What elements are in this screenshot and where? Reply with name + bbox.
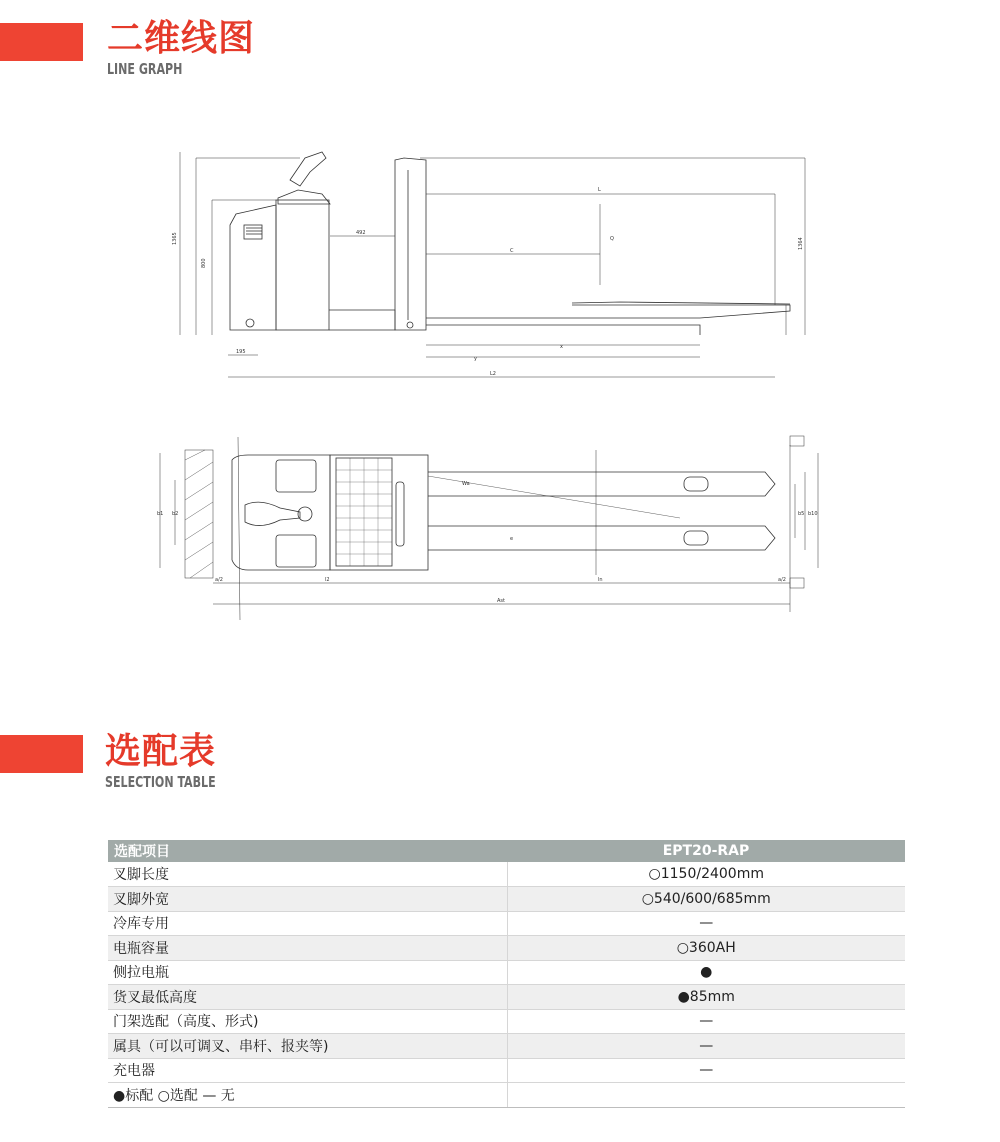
dim-label-b10: b10 <box>808 511 818 517</box>
dim-label-e: e <box>510 536 514 542</box>
dim-label-L: L <box>598 187 601 193</box>
row-value <box>507 1083 905 1108</box>
section-accent-bar <box>0 735 83 773</box>
dim-label-195: 195 <box>236 349 246 355</box>
row-item: 门架选配（高度、形式) <box>108 1009 507 1034</box>
table-row <box>108 911 905 936</box>
dim-label-x: x <box>560 344 563 350</box>
selection-table <box>108 840 905 1108</box>
dim-label-800: 800 <box>201 258 207 268</box>
table-header-row <box>108 840 905 862</box>
section-subtitle-selection-table: SELECTION TABLE <box>105 773 216 791</box>
row-item: 侧拉电瓶 <box>108 960 507 985</box>
table-row <box>108 1034 905 1059</box>
row-item: 叉脚外宽 <box>108 887 507 912</box>
row-value: ○1150/2400mm <box>507 862 905 887</box>
dim-label-y: y <box>474 356 477 362</box>
table-row <box>108 1058 905 1083</box>
side-view-drawing <box>160 140 820 385</box>
table-row <box>108 936 905 961</box>
row-item: 叉脚长度 <box>108 862 507 887</box>
row-value: ●85mm <box>507 985 905 1010</box>
dim-label-1364: 1364 <box>798 237 804 250</box>
row-item: 冷库专用 <box>108 911 507 936</box>
dim-label-b2: b2 <box>172 511 179 517</box>
top-view-drawing <box>150 430 830 625</box>
legend-text: ●标配 ○选配 — 无 <box>108 1083 507 1108</box>
table-row <box>108 1009 905 1034</box>
row-value: — <box>507 911 905 936</box>
table-row <box>108 960 905 985</box>
row-item: 属具（可以可调叉、串杆、报夹等) <box>108 1034 507 1059</box>
header-item: 选配项目 <box>108 840 507 862</box>
dim-label-492: 492 <box>356 230 366 236</box>
dim-label-Wa: Wa <box>462 481 470 487</box>
section-accent-bar <box>0 23 83 61</box>
row-item: 货叉最低高度 <box>108 985 507 1010</box>
row-value: — <box>507 1058 905 1083</box>
dim-label-b5: b5 <box>798 511 805 517</box>
table-row <box>108 985 905 1010</box>
row-value: ● <box>507 960 905 985</box>
row-value: — <box>507 1009 905 1034</box>
table-row <box>108 862 905 887</box>
section-subtitle-line-graph: LINE GRAPH <box>107 60 183 78</box>
row-value: ○360AH <box>507 936 905 961</box>
row-value: ○540/600/685mm <box>507 887 905 912</box>
dim-label-1365: 1365 <box>172 232 178 245</box>
table-row <box>108 887 905 912</box>
section-title-line-graph: 二维线图 <box>107 18 256 59</box>
dim-label-L2: L2 <box>490 371 496 377</box>
row-value: — <box>507 1034 905 1059</box>
dim-label-Q: Q <box>610 236 614 242</box>
row-item: 充电器 <box>108 1058 507 1083</box>
section-title-selection-table: 选配表 <box>105 731 217 772</box>
dim-label-a2-left: a/2 <box>215 577 223 583</box>
row-item: 电瓶容量 <box>108 936 507 961</box>
dim-label-l2: l2 <box>325 577 330 583</box>
dim-label-b1: b1 <box>157 511 164 517</box>
dim-label-ln: ln <box>598 577 603 583</box>
dim-label-a2-right: a/2 <box>778 577 786 583</box>
dim-label-Ast: Ast <box>497 598 505 604</box>
header-model: EPT20-RAP <box>507 840 905 862</box>
dim-label-C: C <box>510 248 514 254</box>
table-legend-row <box>108 1083 905 1108</box>
